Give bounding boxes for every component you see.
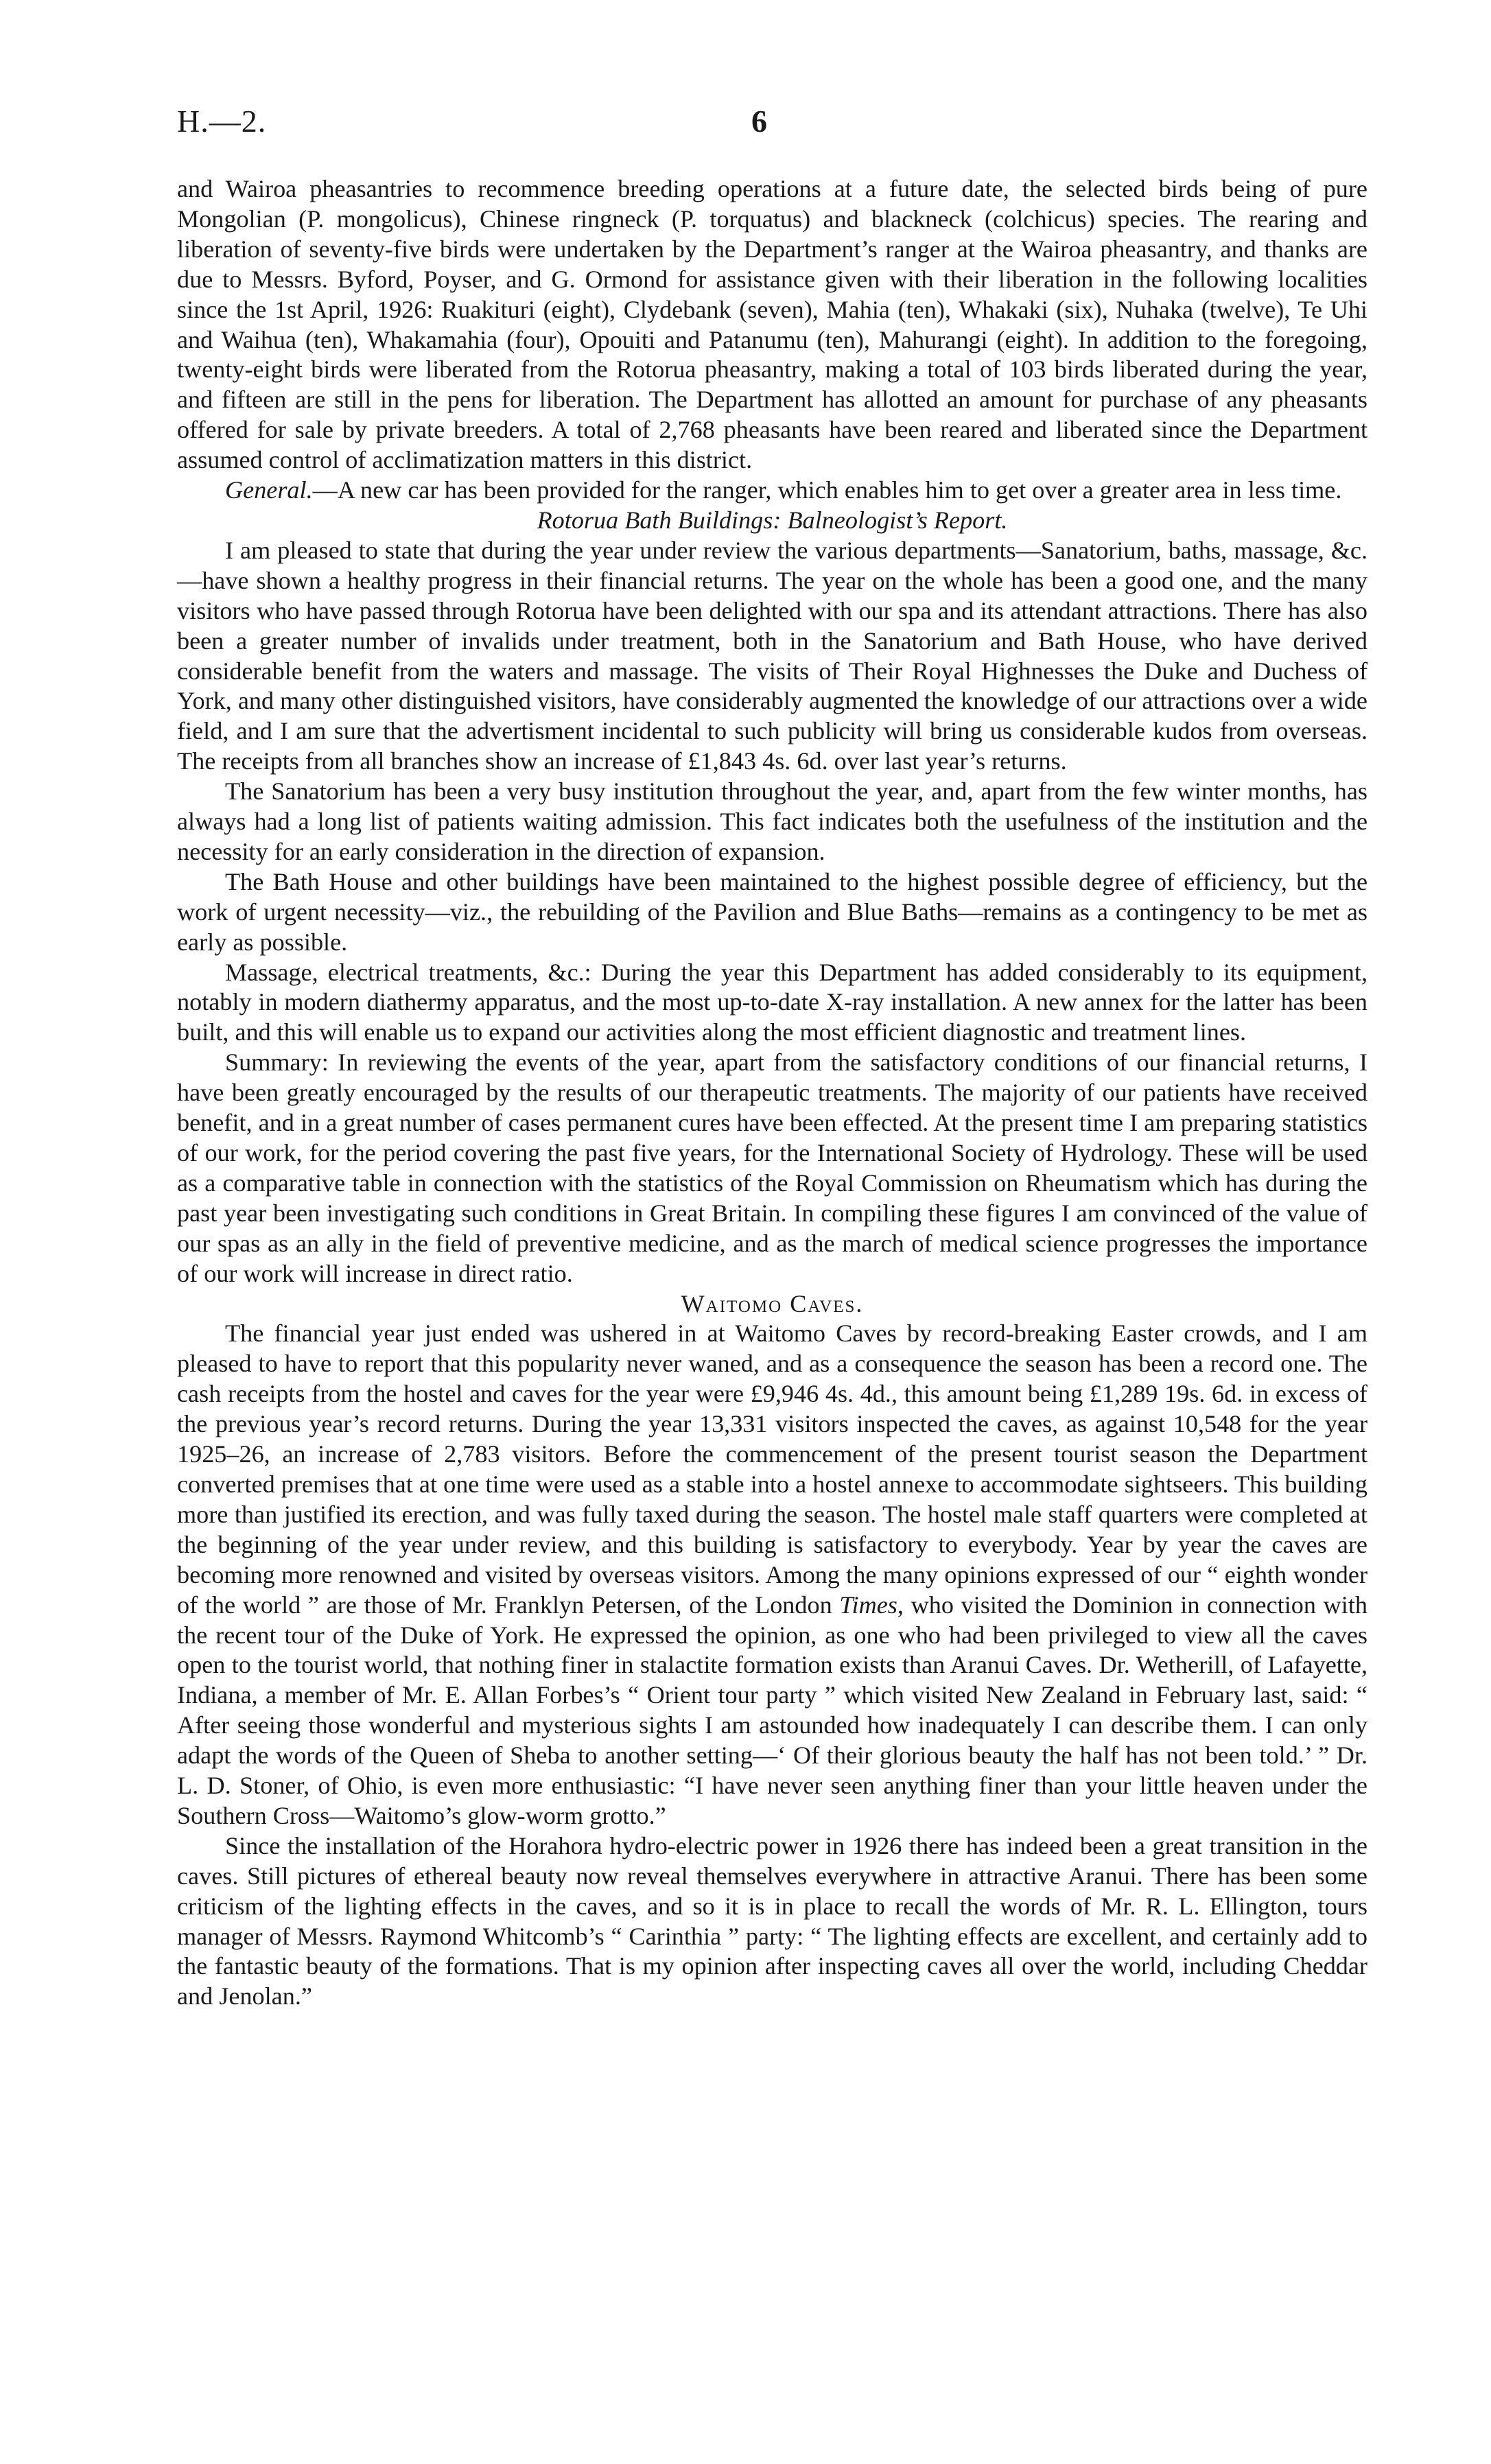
document-reference: H.—2.	[177, 104, 267, 139]
paragraph-sanatorium: The Sanatorium has been a very busy institution throughout the year, and, apart from the few winter months, has always had a long list of patients waiting admission. This fact indicates both the usefulness of the institution and the necessity for an early consideration in the direction of expansion.	[177, 777, 1367, 865]
paragraph-bath-house: The Bath House and other buildings have been maintained to the highest possible degree of efficiency, but the work of urgent necessity—viz., the rebuilding of the Pavilion and Blue Baths—remains as a contingency to be met as early as possible.	[177, 867, 1367, 956]
paragraph-horahora: Since the installation of the Horahora hydro-electric power in 1926 there has indeed been a great transition in the caves. Still pictures of ethereal beauty now reveal themselves everywhere in attractive Aranui. There has been some criticism of the lighting effects in the caves, and so it is in place to recall the words of Mr. R. L. Ellington, tours manager of Messrs. Raymond Whitcomb’s “ Carinthia ” party: “ The lighting effects are excellent, and certainly add to the fantastic beauty of the formations. That is my opinion after inspecting caves all over the world, including Cheddar and Jenolan.”	[177, 1831, 1367, 2010]
section-title-waitomo: Waitomo Caves.	[681, 1289, 864, 1317]
body-text	[177, 174, 1367, 2012]
paragraph-pheasantries: and Wairoa pheasantries to recommence breeding operations at a future date, the selected birds being of pure Mongolian (P. mongolicus), Chinese ringneck (P. torquatus) and blackneck (colchicus) species. The rearing and liberation of seventy-five birds were undertaken by the Department’s ranger at the Wairoa pheasantry, and thanks are due to Messrs. Byford, Poyser, and G. Ormond for assistance given with their liberation in the following localities since the 1st April, 1926: Ruakituri (eight), Clydebank (seven), Mahia (ten), Whakaki (six), Nuhaka (twelve), Te Uhi and Waihua (ten), Whakamahia (four), Opouiti and Patanumu (ten), Mahurangi (eight). In addition to the foregoing, twenty-eight birds were liberated from the Rotorua pheasantry, making a total of 103 birds liberated during the year, and fifteen are still in the pens for liberation. The Department has allotted an amount for purchase of any pheasants offered for sale by private breeders. A total of 2,768 pheasants have been reared and liberated since the Department assumed control of acclimatization matters in this district.	[177, 175, 1367, 474]
paragraph-summary: Summary: In reviewing the events of the year, apart from the satisfactory conditions of our financial returns, I have been greatly encouraged by the results of our therapeutic treatments. The majority of our patients have received benefit, and in a great number of cases permanent cures have been effected. At the present time I am preparing statistics of our work, for the period covering the past five years, for the International Society of Hydrology. These will be used as a comparative table in connection with the statistics of the Royal Commission on Rheumatism which has during the past year been investigating such conditions in Great Britain. In compiling these figures I am convinced of the value of our spas as an ally in the field of preventive medicine, and as the march of medical science progresses the importance of our work will increase in direct ratio.	[177, 1048, 1367, 1287]
waitomo-text-a: The financial year just ended was ushered in at Waitomo Caves by record-breaking Easter crowds, and I am pleased to have to report that this popularity never waned, and as a consequence the season has been a record one. The cash receipts from the hostel and caves for the year were £9,946 4s. 4d., this amount being £1,289 19s. 6d. in excess of the previous year’s record returns. During the year 13,331 visitors inspected the caves, as against 10,548 for the year 1925–26, an increase of 2,783 visitors. Before the commencement of the present tourist season the Department converted premises that at one time were used as a stable into a hostel annexe to accommodate sightseers. This building more than justified its erection, and was fully taxed during the season. The hostel male staff quarters were completed at the beginning of the year under review, and this building is satisfactory to everybody. Year by year the caves are becoming more renowned and visited by overseas visitors. Among the many opinions expressed of our “ eighth wonder of the world ” are those of Mr. Franklyn Petersen, of the London	[177, 1319, 1367, 1619]
page-header	[177, 103, 1367, 151]
general-text: —A new car has been provided for the ranger, which enables him to get over a greater area in less time.	[312, 476, 1342, 504]
paragraph-general	[177, 476, 1367, 506]
waitomo-text-b: , who visited the Dominion in connection with the recent tour of the Duke of York. He expressed the opinion, as one who had been privileged to view all the caves open to the tourist world, that nothing finer in stalactite formation exists than Aranui Caves. Dr. Wetherill, of Lafayette, Indiana, a member of Mr. E. Allan Forbes’s “ Orient tour party ” which visited New Zealand in February last, said: “ After seeing those wonderful and mysterious sights I am astounded how inadequately I can describe them. I can only adapt the words of the Queen of Sheba to another setting—‘ Of their glorious beauty the half has not been told.’ ” Dr. L. D. Stoner, of Ohio, is even more enthusiastic: “I have never seen anything finer than your little heaven under the Southern Cross—Waitomo’s glow-worm grotto.”	[177, 1591, 1367, 1829]
paragraph-waitomo-season	[177, 1319, 1367, 1831]
times-title: Times	[839, 1591, 897, 1619]
page-number: 6	[751, 104, 767, 139]
general-label: General.	[225, 476, 313, 504]
paragraph-rotorua-progress: I am pleased to state that during the year under review the various departments—Sanatorium, baths, massage, &c.—have shown a healthy progress in their financial returns. The year on the whole has been a good one, and the many visitors who have passed through Rotorua have been delighted with our spa and its attendant attractions. There has also been a greater number of invalids under treatment, both in the Sanatorium and Bath House, who have derived considerable benefit from the waters and massage. The visits of Their Royal Highnesses the Duke and Duchess of York, and many other distinguished visitors, have considerably augmented the knowledge of our attractions over a wide field, and I am sure that the advertisment incidental to such publicity will bring us considerable kudos from overseas. The receipts from all branches show an increase of £1,843 4s. 6d. over last year’s returns.	[177, 536, 1367, 775]
section-title-rotorua: Rotorua Bath Buildings: Balneologist’s Report.	[537, 506, 1008, 534]
paragraph-massage: Massage, electrical treatments, &c.: During the year this Department has added considerably to its equipment, notably in modern diathermy apparatus, and the most up-to-date X-ray installation. A new annex for the latter has been built, and this will enable us to expand our activities along the most efficient diagnostic and treatment lines.	[177, 958, 1367, 1046]
